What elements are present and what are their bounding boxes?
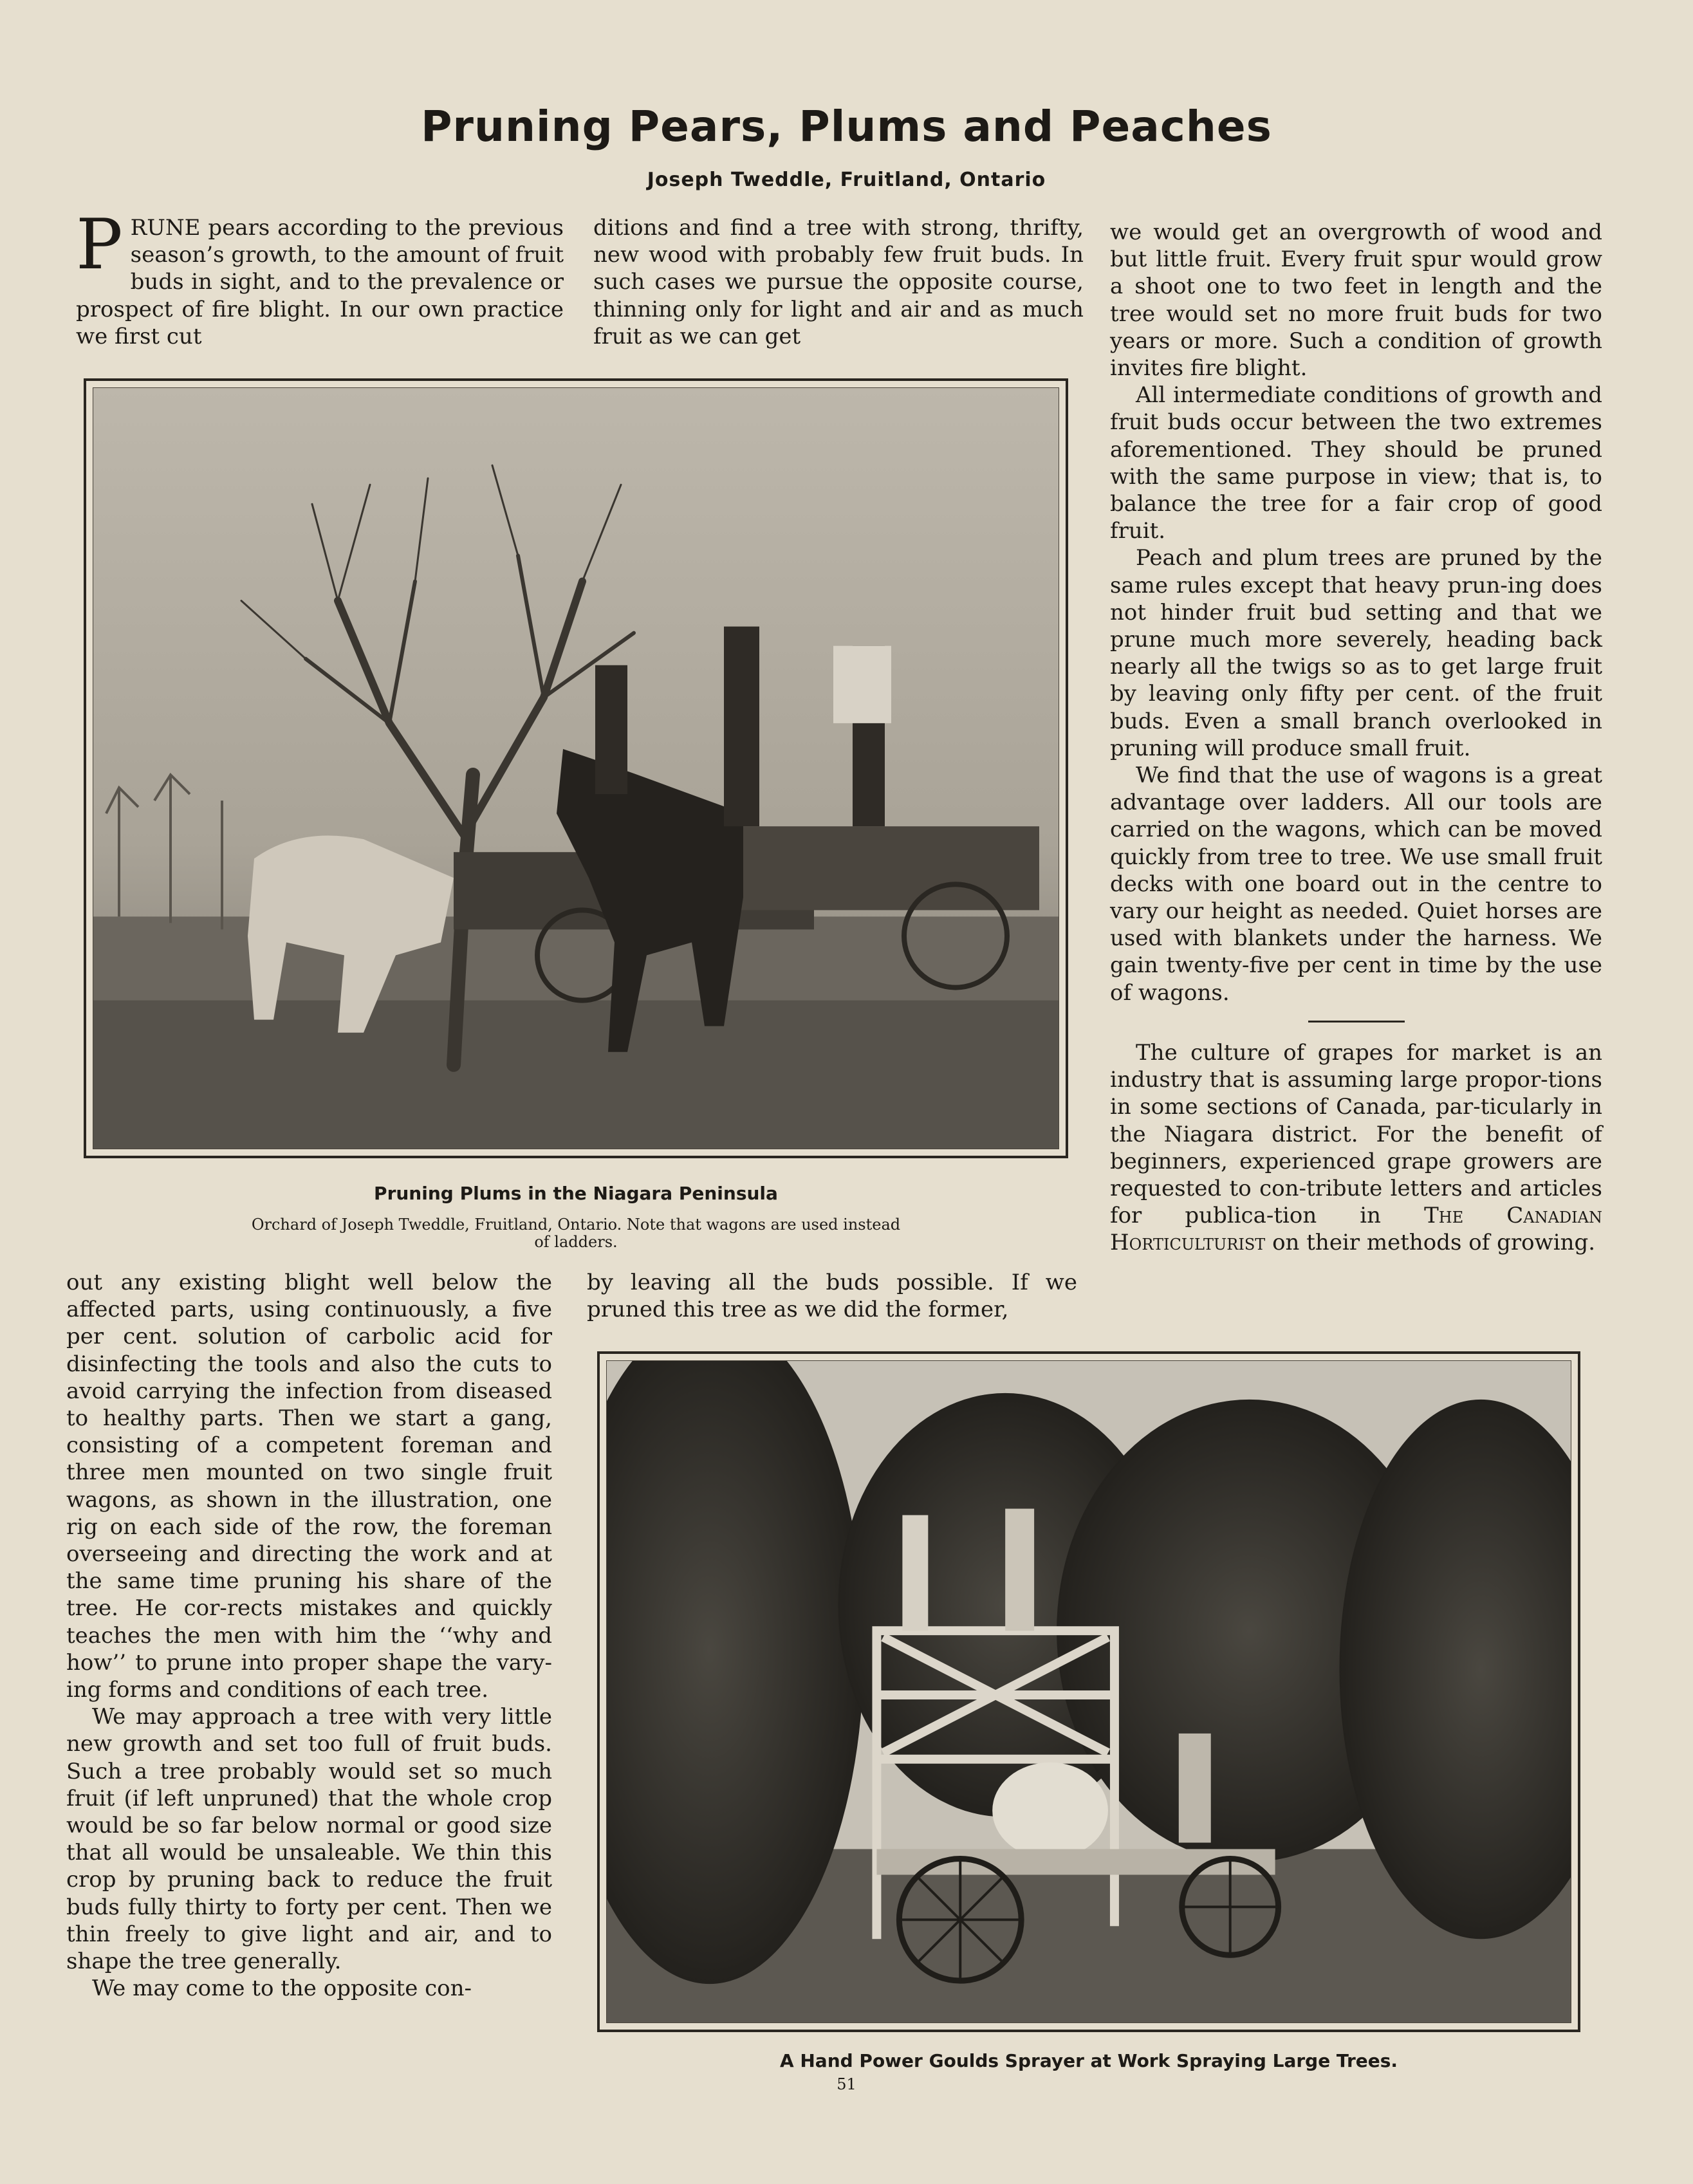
column-2-top-text: ditions and find a tree with strong, thrifty, new wood with probably few fruit buds. In such cases we pursue the opposite course, thinning only for light and air and as much fruit as we can get <box>593 215 1084 349</box>
photo-goulds-sprayer <box>597 1351 1580 2032</box>
article-title: Pruning Pears, Plums and Peaches <box>421 102 1272 151</box>
photo-pruning-plums <box>84 378 1068 1158</box>
drop-cap: P <box>76 205 123 285</box>
col3-paragraph-2: All intermediate conditions of growth and fruit buds occur between the two extremes aforementioned. They should be pruned with the same purpose in view; that is, to balance the tree for a fair crop of good fruit. <box>1110 382 1602 544</box>
column-2-bottom <box>587 1269 1077 1323</box>
column-1-bottom <box>66 1269 552 2002</box>
orchard-wagon-illustration <box>93 388 1059 1149</box>
col1-bottom-paragraph-3: We may come to the opposite con- <box>92 1976 472 2002</box>
col1-bottom-paragraph-1: out any existing blight well below the affected parts, using continuously, a five per cent. solution of carbolic acid for disinfecting the tools and also the cuts to avoid carrying the infection from diseased to healthy parts. Then we start a gang, consisting of a competent foreman and three men mounted on two single fruit wagons, as shown in the illustration, one rig on each side of the row, the foreman overseeing and directing the work and at the same time pruning his share of the tree. He cor-rects mistakes and quickly teaches the men with him the ‘‘why and how’’ to prune into proper shape the vary-ing forms and conditions of each tree. <box>66 1270 552 1703</box>
col3-paragraph-3: Peach and plum trees are pruned by the same rules except that heavy prun-ing does not hinder fruit bud setting and that we prune much more severely, heading back nearly all the twigs so as to get large fruit by leaving only fifty per cent. of the fruit buds. Even a small branch overlooked in pruning will produce small fruit. <box>1110 545 1602 761</box>
column-2-top <box>593 214 1084 350</box>
page-number: 51 <box>837 2075 856 2093</box>
article-byline: Joseph Tweddle, Fruitland, Ontario <box>647 169 1046 191</box>
sprayer-illustration <box>607 1361 1571 2022</box>
magazine-name: The Canadian Horticulturist <box>1110 1203 1602 1256</box>
col3-paragraph-4: We find that the use of wagons is a great advantage over ladders. All our tools are carried on the wagons, which can be moved quickly from tree to tree. We use small fruit decks with one board out in the centre to vary our height as needed. Quiet horses are used with blankets under the harness. We gain twenty-five per cent in time by the use of wagons. <box>1110 763 1602 1006</box>
section-divider <box>1308 1021 1405 1023</box>
photo2-caption: A Hand Power Goulds Sprayer at Work Spraying Large Trees. <box>779 2050 1398 2071</box>
col3-paragraph-5 <box>1110 1039 1602 1257</box>
photo1-caption-subtitle: Orchard of Joseph Tweddle, Fruitland, Ontario. Note that wagons are used instead of ladders. <box>251 1216 901 1251</box>
column-2-bottom-text: by leaving all the buds possible. If we pruned this tree as we did the former, <box>587 1270 1077 1323</box>
opening-paragraph <box>76 205 564 350</box>
photo1-caption-title: Pruning Plums in the Niagara Peninsula <box>374 1183 778 1204</box>
opening-paragraph-text: RUNE pears according to the previous season’s growth, to the amount of fruit buds in sight, and to the prevalence or prospect of fire blight. In our own practice we first cut <box>76 215 564 349</box>
grapes-notice-text: The culture of grapes for market is an industry that is assuming large propor-tions in some sections of Canada, par-ticularly in the Niagara district. For the benefit of beginners, experienced grape growers are requested to con-tribute letters and articles for publica-tion in <box>1110 1039 1602 1229</box>
col3-paragraph-1: we would get an overgrowth of wood and but little fruit. Every fruit spur would grow a shoot one to two feet in length and the tree would set no more fruit buds for two years or more. Such a condition of growth invites fire blight. <box>1110 219 1602 382</box>
column-3 <box>1110 219 1602 1257</box>
grapes-notice-end: on their methods of growing. <box>1265 1230 1596 1256</box>
column-1-top <box>76 205 564 350</box>
col1-bottom-paragraph-2: We may approach a tree with very little new growth and set too full of fruit buds. Such a tree probably would set so much fruit (if left unpruned) that the whole crop would be so far below normal or good size that all would be unsaleable. We thin this crop by pruning back to reduce the fruit buds fully thirty to forty per cent. Then we thin freely to give light and air, and to shape the tree generally. <box>66 1704 552 1975</box>
